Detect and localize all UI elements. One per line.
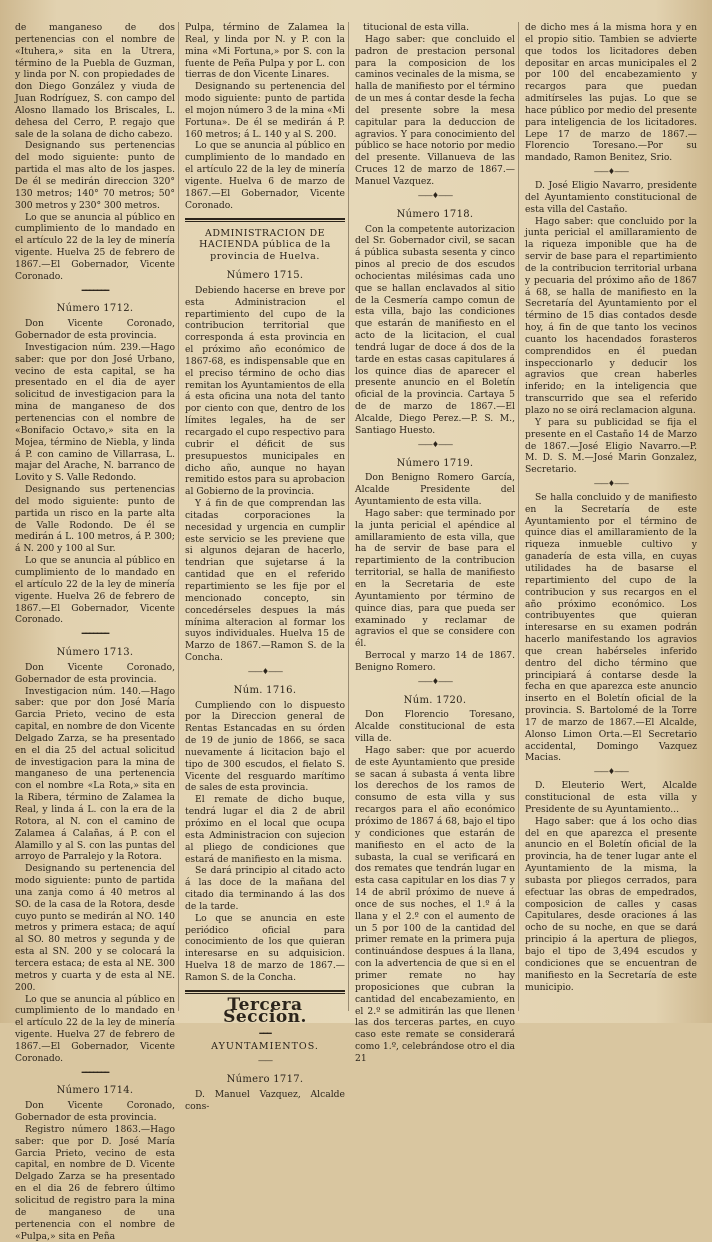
notice-number-heading: Número 1713.	[56, 647, 134, 659]
column-rule	[348, 22, 349, 1011]
column-rule	[178, 22, 179, 1011]
separator: ━━━	[259, 1028, 271, 1038]
separator: ━━━━━━━	[81, 285, 109, 295]
paragraph: Lo que se anuncia al público en cumplimiento de lo mandado en el artículo 22 de la ley de minería vigente. Huelva 25 de febrero de 1867.—El Gobernador, Vicente Coronado.	[15, 211, 175, 282]
separator: ━━━━━━━	[81, 1067, 109, 1077]
paragraph: Con la competente autorizacion del Sr. Gobernador civil, se sacan á pública subasta sesenta y cinco pinos al precio de dos escudos ochocientas milésimas cada uno que se hallan enclavados al sitio de la Cesmería campo comun de esta villa, bajo las condiciones que estarán de manifiesto en el acto de la licitacion, el cual tendrá lugar de doce á dos de la tarde en estas casas capitulares á los quince dias de aparecer el presente anuncio en el Boletín oficial de la provincia. Cartaya 5 de de marzo de 1867.—El Alcalde, Diego Perez.—P. S. M., Santiago Huesto.	[355, 223, 515, 436]
paragraph: Hago saber: que terminado por la junta pericial el apéndice al amillaramiento de esta villa, que ha de servir de base para el repartimiento de la contribucion territorial, se halla de manifiesto en la Secretaria de este Ayuntamiento por término de quince dias, para que pueda ser examinado y reclamar de agravios el que se considere con él.	[355, 507, 515, 650]
paragraph: titucional de esta villa.	[363, 22, 469, 33]
notice-number-heading: Número 1717.	[226, 1074, 304, 1086]
paragraph: Se dará principio al citado acto á las doce de la mañana del citado dia terminando á las dos de la tarde.	[185, 865, 345, 912]
paragraph: Hago saber: que concluido el padron de prestacion personal para la composicion de los caminos vecinales de la misma, se halla de manifiesto por el término de un mes á contar desde la fecha del presente sobre la mesa capitular para la deduccion de agravios. Y para conocimiento del público se hace notorio por medio del presente. Villanueva de las Cruces 12 de marzo de 1867.—Manuel Vazquez.	[355, 33, 515, 187]
paragraph: Se halla concluido y de manifiesto en la Secretaría de este Ayuntamiento por el término de quince dias el amillaramiento de la riqueza inmueble cultivo y ganadería de esta villa, en cuyas utilidades ha de basarse el repartimiento del cupo de la contribucion y sus recargos en el año próximo económico. Los contribuyentes que quieran interesarse en su examen podrán hacerlo manifestando los agravios que crean habérseles inferido dentro del dicho término que principiará á contarse desde la fecha en que aparezca este anuncio inserto en el Boletín oficial de la provincia. S. Bartolomé de la Torre 17 de marzo de 1867.—El Alcalde, Alonso Limon Orta.—El Secretario accidental, Domingo Vazquez Macias.	[525, 491, 697, 764]
paragraph: Designando sus pertenencias del modo siguiente: punto de partida el mas alto de los jaspes. De él se medirán direccion 320° 130 metros; 140° 70 metros; 50° 300 metros y 230° 300 metros.	[15, 140, 175, 211]
paragraph: D. Eleuterio Wert, Alcalde constitucional de esta villa y Presidente de su Ayuntamiento...	[525, 780, 697, 815]
paragraph: Designando su pertenencia del modo siguiente: punto de partida una zanja como á 40 metros al SO. de la casa de la Rotora, desde cuyo punto se medirán al NO. 140 metros y primera estaca; de aquí al SO. 80 metros y segunda y de esta al SN. 200 y se colocará la tercera estaca; de esta al NE. 300 metros y cuarta y de esta al NE. 200.	[15, 863, 175, 993]
paragraph: Lo que se anuncia en este periódico oficial para conocimiento de los que quieran interesarse en su adquisicion. Huelva 18 de marzo de 1867.—Ramon S. de la Concha.	[185, 912, 345, 983]
paragraph: Berrocal y marzo 14 de 1867. Benigno Romero.	[355, 650, 515, 673]
paragraph: Don Florencio Toresano, Alcalde constitucional de esta villa de.	[355, 709, 515, 745]
paragraph: Y para su publicidad se fija el presente en el Castaño 14 de Marzo de 1867.—José Eligio Navarro.—P. M. D. S. M.—José Marin Gonzalez, Secretario.	[525, 416, 697, 476]
separator: ——♦——	[593, 479, 629, 489]
paragraph: Don Vicente Coronado, Gobernador de esta provincia.	[15, 1100, 175, 1124]
notice-number-heading: Núm. 1716.	[233, 684, 297, 696]
paragraph: de dicho mes á la misma hora y en el propio sitio. Tambien se advierte que todos los licitadores deben depositar en arcas municipales el 2 por 100 del encabezamiento y recargos para que puedan admitírseles las pujas. Lo que se hace público por medio del presente para inteligencia de los licitadores. Lepe 17 de marzo de 1867.—Florencio Toresano.—Por su mandado, Ramon Benitez, Srio.	[525, 22, 697, 164]
column-1	[15, 22, 175, 1242]
section-subtitle: AYUNTAMIENTOS.	[211, 1041, 319, 1053]
department-heading: ADMINISTRACION DE HACIENDA pública de la provincia de Huelva.	[199, 227, 331, 263]
double-rule	[185, 990, 345, 994]
paragraph: El remate de dicho buque, tendrá lugar el dia 2 de abril próximo en el local que ocupa esta Administracion con sujecion al pliego de condiciones que estará de manifiesto en la misma.	[185, 794, 345, 865]
separator: ━━━━━━━	[81, 629, 109, 639]
separator: ——♦——	[417, 676, 453, 686]
paragraph: Hago saber: que por acuerdo de este Ayuntamiento que preside se sacan á subasta á venta libre los derechos de los ramos de consumo de esta villa y sus recargos para el año económico próximo de 1867 á 68, bajo el tipo y condiciones que estarán de manifiesto en el acto de la subasta, la cual se verificará en dos remates que tendrán lugar en esta casa capitular en los dias 7 y 14 de abril próximo de nueve á once de sus noches, el 1.º á la llana y el 2.º con el aumento de un 5 por 100 de la cantidad del primer remate en la primera puja continuándose despues á la llana, con la advertencia de que si en el primer remate no hay proposiciones que cubran la cantidad del encabezamiento, en el 2.º se admitirán las que llenen las dos terceras partes, en cuyo caso este remate se considerará como 1.º, celebrándose otro el dia 21	[355, 744, 515, 1064]
paragraph: Investigacion núm. 140.—Hago saber: que por don José María Garcia Prieto, vecino de esta capital, en nombre de don Vicente Delgado Zarza, se ha presentado en el dia 25 del actual solicitud de investigacion para la mina de manganeso de una pertenencia con el nombre «La Rota,» sita en la Ribera, término de Zalamea la Real, y linda á L. con la era de la Rotora, al N. con el camino de Zalamea á Calañas, á P. con el Alamillo y al S. con las puntas del arroyo de Parralejo y la Rotora.	[15, 685, 175, 863]
section-title: Tercera Seccion.	[223, 994, 307, 1027]
separator: ——♦——	[593, 167, 629, 177]
paragraph: Cumpliendo con lo dispuesto por la Direccion general de Rentas Estancadas en su órden de 19 de junio de 1866, se saca nuevamente á licitacion bajo el tipo de 300 escudos, el fielato S. Vicente del resguardo marítimo de sales de esta provincia.	[185, 699, 345, 794]
separator: ——♦——	[593, 767, 629, 777]
separator: ——	[258, 1056, 272, 1066]
paragraph: Hago saber: que á los ocho dias del en que aparezca el presente anuncio en el Boletín oficial de la provincia, ha de tener lugar ante el Ayuntamiento de la misma, la subasta por pliegos cerrados, para efectuar las obras de empedrados, composicion de calles y casas Capitulares, desde oraciones á las ocho de su noche, en que se dará principio á la apertura de pliegos, bajo el tipo de 3,494 escudos y condiciones que se encuentran de manifiesto en la Secretaría de este municipio.	[525, 815, 697, 993]
paragraph: de manganeso de dos pertenencias con el nombre de «Ituhera,» sita en la Utrera, término de la Puebla de Guzman, y linda por N. con propiedades de don Diego González y viuda de Juan Rodríguez, S. con campo del Alosno llamado los Briscales, L. dehesa del Cerro, P. regajo que sale de la solana de dicho cabezo.	[15, 22, 175, 140]
paragraph: Don Vicente Coronado, Gobernador de esta provincia.	[15, 318, 175, 342]
column-2	[185, 22, 345, 1112]
separator: ——♦——	[247, 666, 283, 676]
paragraph: Y á fin de que comprendan las citadas corporaciones la necesidad y urgencia en cumplir este servicio se les previene que si algunos dejaran de hacerlo, tendrian que sujetarse á la cantidad que en el referido repartimiento se les fije por el mencionado concepto, sin concedérseles despues la más mínima alteracion al formar los suyos individuales. Huelva 15 de Marzo de 1867.—Ramon S. de la Concha.	[185, 498, 345, 664]
paragraph: Pulpa, término de Zalamea la Real, y linda por N. y P. con la mina «Mi Fortuna,» por S. con la fuente de Peña Pulpa y por L. con tierras de don Vicente Linares.	[185, 22, 345, 81]
paragraph: Registro número 1863.—Hago saber: que por D. José María Garcia Prieto, vecino de esta capital, en nombre de D. Vicente Delgado Zarza se ha presentado en el dia 26 de febrero último solicitud de registro para la mina de manganeso de una pertenencia con el nombre de «Pulpa,» sita en Peña	[15, 1123, 175, 1242]
notice-number-heading: Número 1715.	[226, 270, 304, 282]
notice-number-heading: Número 1718.	[396, 208, 474, 220]
notice-number-heading: Número 1712.	[56, 303, 134, 315]
paragraph: Designando su pertenencia del modo siguiente: punto de partida el mojon número 3 de la mina «Mi Fortuna». De él se medirán á P. 160 metros; á L. 140 y al S. 200.	[185, 81, 345, 140]
paragraph: Investigacion núm. 239.—Hago saber: que por don José Urbano, vecino de esta capital, se ha presentado en el dia de ayer solicitud de investigacion para la mina de manganeso de dos pertenencias con el nombre de «Bonifacio Octavo,» sita en la Mojea, término de Niebla, y linda á P. con camino de Villarrasa, L. majar del Arache, N. barranco de Lovito y S. Valle Redondo.	[15, 341, 175, 484]
paragraph: D. José Eligio Navarro, presidente del Ayuntamiento constitucional de esta villa del Castaño.	[525, 179, 697, 215]
column-rule	[518, 22, 519, 1011]
paragraph: Designando sus pertenencias del modo siguiente: punto de partida un risco en la parte alta de Valle Rodondo. De él se medirán á L. 100 metros, á P. 300; á N. 200 y 100 al Sur.	[15, 484, 175, 555]
double-rule	[185, 218, 345, 222]
separator: ——♦——	[417, 190, 453, 200]
column-3	[355, 22, 515, 1064]
notice-number-heading: Núm. 1720.	[403, 694, 467, 706]
paragraph: D. Manuel Vazquez, Alcalde cons-	[185, 1088, 345, 1112]
paragraph: Don Vicente Coronado, Gobernador de esta provincia.	[15, 661, 175, 685]
paragraph: Hago saber: que concluido por la junta pericial el amillaramiento de la riqueza imponible que ha de servir de base para el repartimiento de la contribucion territorial urbana y pecuaria del próximo año de 1867 á 68, se halla de manifiesto en la Secretaría del Ayuntamiento por el término de 15 dias contados desde hoy, á fin de que tanto los vecinos cuanto los hacendados forasteros comprendidos en él puedan inspeccionarlo y deducir los agravios que crean haberles inferido; en la inteligencia que transcurrido que sea el referido plazo no se oirá reclamacion alguna.	[525, 215, 697, 416]
paragraph: Don Benigno Romero García, Alcalde Presidente del Ayuntamiento de esta villa.	[355, 472, 515, 508]
paragraph: Debiendo hacerse en breve por esta Administracion el repartimiento del cupo de la contribucion territorial que corresponda á esta provincia en el próximo año económico de 1867-68, es indispensable que en el preciso término de ocho dias remitan los Ayuntamientos de ella á esta oficina una nota del tanto por ciento con que, dentro de los límites legales, ha de ser recargado el cupo respectivo para cubrir el déficit de sus presupuestos municipales en dicho año, aunque no hayan remitido estos para su aprobacion al Gobierno de la provincia.	[185, 284, 345, 498]
paragraph: Lo que se anuncia al público en cumplimiento de lo mandado en el artículo 22 de la ley de minería vigente. Huelva 27 de febrero de 1867.—El Gobernador, Vicente Coronado.	[15, 993, 175, 1064]
separator: ——♦——	[417, 439, 453, 449]
paragraph: Lo que se anuncia al público en cumplimiento de lo mandado en el artículo 22 de la ley de minería vigente. Huelva 6 de marzo de 1867.—El Gobernador, Vicente Coronado.	[185, 140, 345, 211]
column-4	[525, 22, 697, 1011]
paragraph: Lo que se anuncia al público en cumplimiento de lo mandado en el artículo 22 de la ley de minería vigente. Huelva 26 de febrero de 1867.—El Gobernador, Vicente Coronado.	[15, 555, 175, 626]
notice-number-heading: Número 1719.	[396, 457, 474, 469]
notice-number-heading: Número 1714.	[56, 1085, 134, 1097]
